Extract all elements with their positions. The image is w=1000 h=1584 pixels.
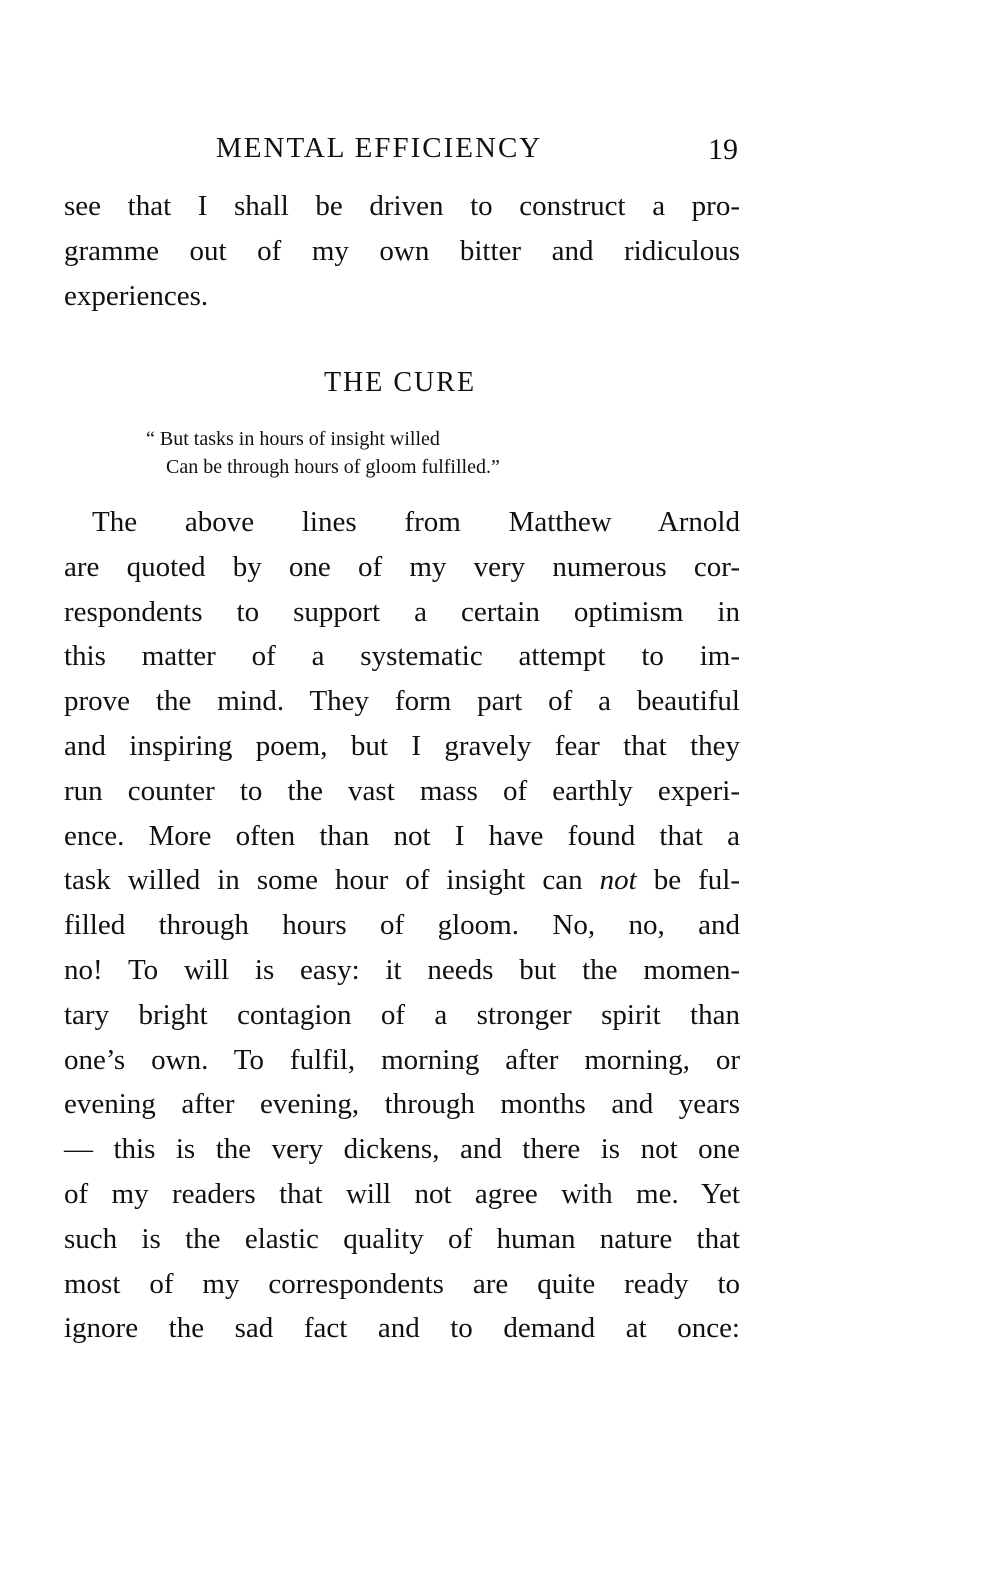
text-line: this matter of a systematic attempt to im- bbox=[64, 640, 740, 673]
emphasized-word: not bbox=[599, 864, 637, 897]
text-line-italic bbox=[64, 858, 740, 903]
text-line: experiences. bbox=[64, 279, 209, 312]
text-line: see that I shall be driven to construct a pro- bbox=[64, 190, 740, 222]
epigraph-line: Can be through hours of gloom fulfilled.” bbox=[166, 456, 500, 478]
epigraph bbox=[146, 425, 500, 481]
body-paragraph bbox=[64, 500, 740, 1351]
text-line: most of my correspondents are quite ready to bbox=[64, 1267, 740, 1300]
epigraph-line: “ But tasks in hours of insight willed bbox=[146, 428, 440, 450]
text-line: gramme out of my own bitter and ridiculous bbox=[64, 234, 740, 267]
text-line: prove the mind. They form part of a beautiful bbox=[64, 685, 740, 718]
text-line: ence. More often than not I have found that a bbox=[64, 819, 740, 852]
text-line: evening after evening, through months and years bbox=[64, 1088, 740, 1121]
text-line: run counter to the vast mass of earthly experi- bbox=[64, 774, 740, 807]
text-fragment: be ful- bbox=[636, 864, 740, 897]
page-number: 19 bbox=[708, 133, 738, 166]
running-head: MENTAL EFFICIENCY bbox=[216, 132, 543, 164]
text-line: respondents to support a certain optimism in bbox=[64, 595, 740, 628]
text-line: filled through hours of gloom. No, no, and bbox=[64, 909, 740, 942]
text-line: one’s own. To fulfil, morning after morning, or bbox=[64, 1043, 740, 1076]
text-line: of my readers that will not agree with me. Yet bbox=[64, 1177, 740, 1210]
text-line: The above lines from Matthew Arnold bbox=[92, 506, 740, 538]
text-line: such is the elastic quality of human nature that bbox=[64, 1222, 740, 1255]
text-line: and inspiring poem, but I gravely fear that they bbox=[64, 729, 740, 762]
text-line: ignore the sad fact and to demand at once: bbox=[64, 1312, 740, 1345]
text-line: are quoted by one of my very numerous cor- bbox=[64, 550, 740, 583]
opening-text bbox=[64, 184, 740, 318]
section-heading: THE CURE bbox=[323, 367, 477, 398]
text-line: tary bright contagion of a stronger spirit than bbox=[64, 998, 740, 1031]
page-header bbox=[64, 128, 740, 172]
text-line: no! To will is easy: it needs but the momen- bbox=[64, 953, 740, 986]
text-line: — this is the very dickens, and there is not one bbox=[64, 1133, 740, 1166]
text-fragment: task willed in some hour of insight can bbox=[64, 864, 600, 897]
